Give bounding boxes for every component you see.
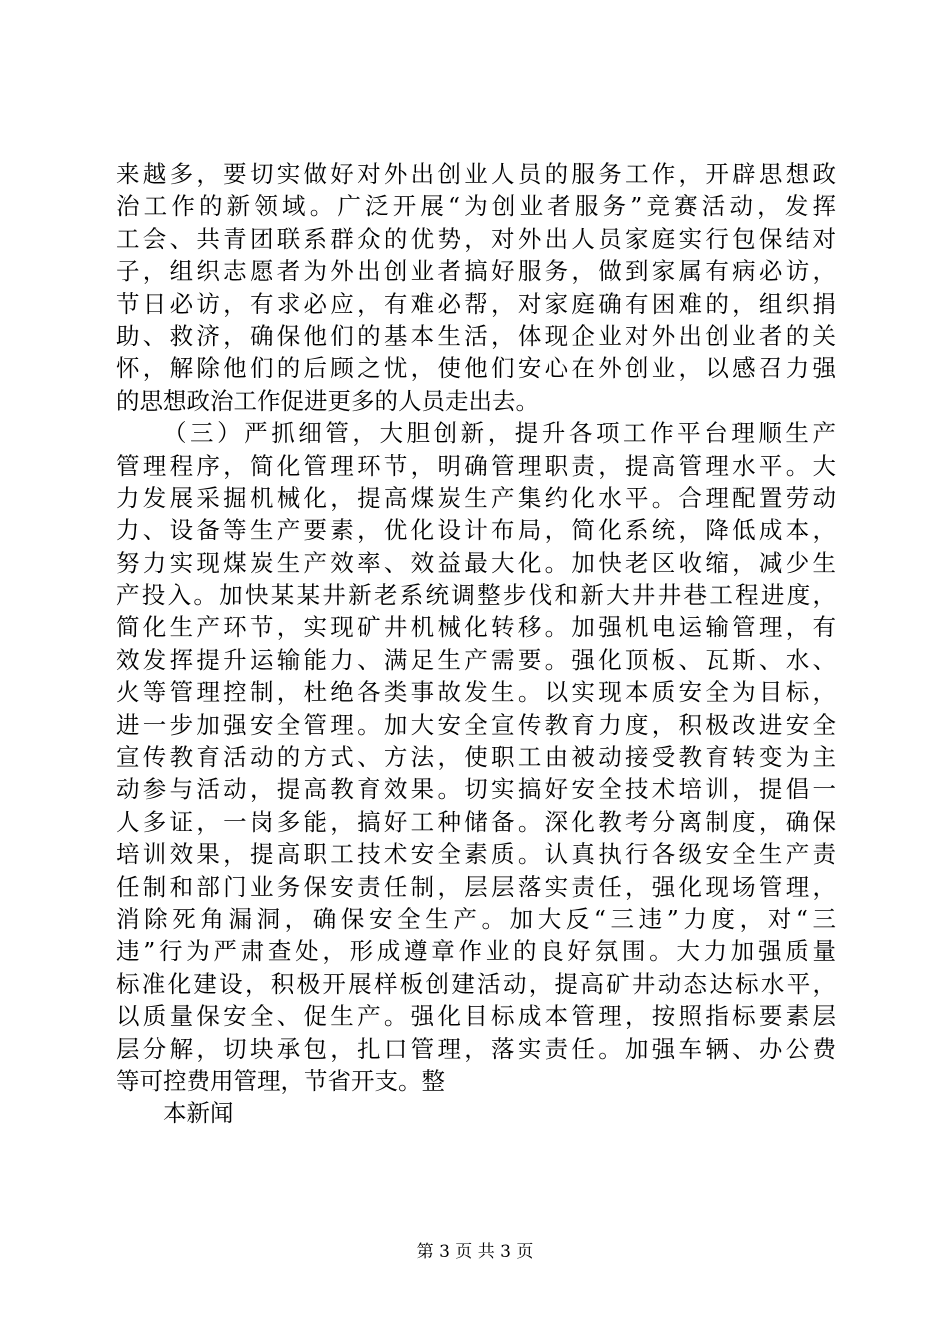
text-line: 治工作的新领域。广泛开展“为创业者服务”竞赛活动，发挥: [116, 192, 836, 221]
text-line: 违”行为严肃查处，形成遵章作业的良好氛围。大力加强质量: [116, 937, 836, 966]
text-line: 人多证，一岗多能，搞好工种储备。深化教考分离制度，确保: [116, 807, 836, 836]
text-line: 层分解，切块承包，扎口管理，落实责任。加强车辆、办公费: [116, 1034, 836, 1063]
text-line: 本新闻: [163, 1099, 234, 1128]
text-line: 工会、共青团联系群众的优势，对外出人员家庭实行包保结对: [116, 224, 836, 253]
text-line: 力、设备等生产要素，优化设计布局，简化系统，降低成本，: [116, 516, 836, 545]
text-line: 以质量保安全、促生产。强化目标成本管理，按照指标要素层: [116, 1002, 836, 1031]
text-line: 节日必访，有求必应，有难必帮，对家庭确有困难的，组织捐: [116, 289, 836, 318]
text-line: 等可控费用管理，节省开支。整: [116, 1066, 445, 1095]
text-line: 管理程序，简化管理环节，明确管理职责，提高管理水平。大: [116, 451, 836, 480]
text-line: 效发挥提升运输能力、满足生产需要。强化顶板、瓦斯、水、: [116, 645, 836, 674]
text-line: 力发展采掘机械化，提高煤炭生产集约化水平。合理配置劳动: [116, 483, 836, 512]
text-line: 子，组织志愿者为外出创业者搞好服务，做到家属有病必访，: [116, 257, 836, 286]
text-line: 标准化建设，积极开展样板创建活动，提高矿井动态达标水平，: [116, 969, 836, 998]
body-text: [116, 158, 836, 1130]
text-line: 简化生产环节，实现矿井机械化转移。加强机电运输管理，有: [116, 613, 836, 642]
page-footer: 第 3 页 共 3 页: [416, 1242, 534, 1262]
text-line: （三）严抓细管，大胆创新，提升各项工作平台理顺生产: [163, 419, 836, 448]
text-line: 努力实现煤炭生产效率、效益最大化。加快老区收缩，减少生: [116, 548, 836, 577]
text-line: 动参与活动，提高教育效果。切实搞好安全技术培训，提倡一: [116, 775, 836, 804]
text-line: 任制和部门业务保安责任制，层层落实责任，强化现场管理，: [116, 872, 836, 901]
text-line: 培训效果，提高职工技术安全素质。认真执行各级安全生产责: [116, 840, 836, 869]
text-line: 怀，解除他们的后顾之忧，使他们安心在外创业，以感召力强: [116, 354, 836, 383]
text-line: 来越多，要切实做好对外出创业人员的服务工作，开辟思想政: [116, 160, 836, 188]
text-line: 宣传教育活动的方式、方法，使职工由被动接受教育转变为主: [116, 743, 836, 772]
text-line: 的思想政治工作促进更多的人员走出去。: [116, 386, 539, 415]
text-line: 进一步加强安全管理。加大安全宣传教育力度，积极改进安全: [116, 710, 836, 739]
text-line: 消除死角漏洞，确保安全生产。加大反“三违”力度，对“三: [116, 904, 836, 933]
text-line: 助、救济，确保他们的基本生活，体现企业对外出创业者的关: [116, 321, 836, 350]
text-line: 火等管理控制，杜绝各类事故发生。以实现本质安全为目标，: [116, 678, 836, 707]
text-line: 产投入。加快某某井新老系统调整步伐和新大井井巷工程进度，: [116, 581, 836, 610]
